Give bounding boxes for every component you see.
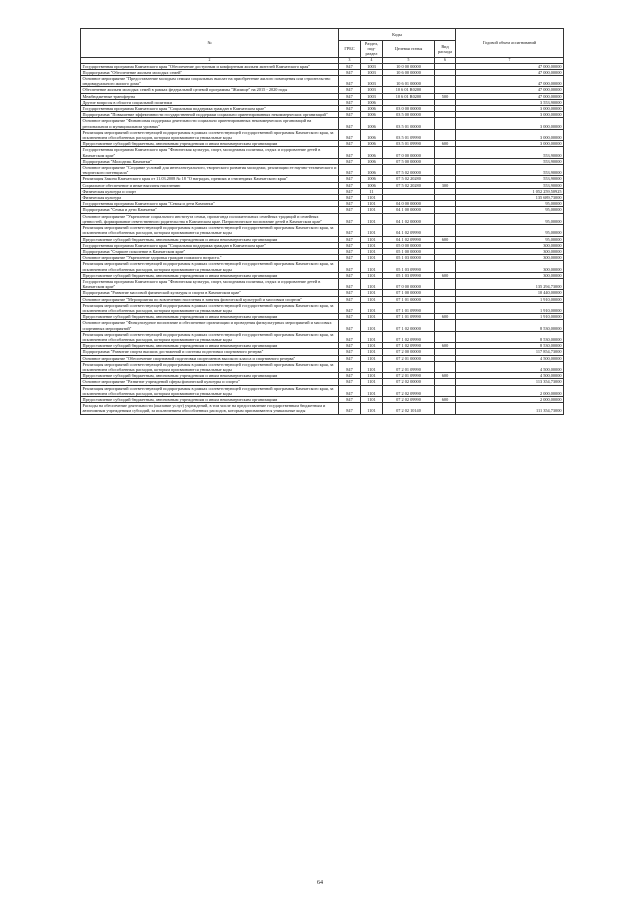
row-razdel: 1003 [361,69,383,75]
row-razdel: 1101 [361,331,383,342]
table-row [81,129,564,140]
header-codes: Коды [339,29,456,41]
row-grbs: 847 [339,355,361,361]
row-sum: 47 000,00000 [456,76,564,87]
row-sum: 553,90000 [456,147,564,158]
row-grbs: 847 [339,188,361,194]
row-celevaya: 03 5 01 09990 [383,129,435,140]
row-vid: 600 [435,236,456,242]
row-grbs: 847 [339,176,361,182]
row-razdel: 1101 [361,255,383,261]
table-body [81,63,564,414]
row-name: Физическая культура и спорт [81,188,339,194]
row-grbs: 847 [339,225,361,236]
row-celevaya: 07 0 00 00000 [383,147,435,158]
row-vid [435,278,456,289]
row-celevaya: 10 6 00 00000 [383,69,435,75]
row-name: Подпрограмма "Молодежь Камчатки" [81,158,339,164]
row-name: Предоставление субсидий бюджетным, автономным учреждениям и иным некоммерческим организациям [81,396,339,402]
row-razdel: 1101 [361,343,383,349]
row-name: Реализация мероприятий соответствующей подпрограммы в рамках соответствующей государственной программы Камчатского края, за исключением обособленных расходов, которым присваиваются уникальные коды [81,302,339,313]
row-sum: 95,00000 [456,207,564,213]
row-celevaya: 07 2 02 09990 [383,385,435,396]
row-sum: 2 000,00000 [456,385,564,396]
row-vid [435,320,456,331]
row-sum: 300,00000 [456,261,564,272]
row-razdel: 1003 [361,93,383,99]
row-razdel: 1003 [361,76,383,87]
row-razdel: 1101 [361,290,383,296]
row-razdel: 1101 [361,349,383,355]
row-grbs: 847 [339,165,361,176]
row-celevaya: 07 1 01 00000 [383,296,435,302]
row-celevaya: 07 1 00 00000 [383,290,435,296]
page-number: 64 [317,880,323,886]
row-sum: 8 530,00000 [456,331,564,342]
row-grbs: 847 [339,201,361,207]
row-name: Основное мероприятие "Предоставление молодым семьям социальных выплат на приобретение жилого помещения или строительство индивидуального жилого дома" [81,76,339,87]
row-celevaya: 07 1 02 09990 [383,343,435,349]
row-vid: 600 [435,343,456,349]
row-razdel: 1006 [361,176,383,182]
row-sum: 10 440,00000 [456,290,564,296]
table-row [81,225,564,236]
row-celevaya: 07 2 01 09990 [383,373,435,379]
row-celevaya: 07 5 02 00000 [383,165,435,176]
row-sum: 95,00000 [456,201,564,207]
header-grbs: ГРБС [339,41,361,58]
row-sum: 300,00000 [456,248,564,254]
table-row [81,147,564,158]
row-grbs: 847 [339,93,361,99]
row-name: Реализация мероприятий соответствующей подпрограммы в рамках соответствующей государственной программы Камчатского края, за исключением обособленных расходов, которым присваиваются уникальные коды [81,225,339,236]
row-razdel: 1101 [361,403,383,414]
row-razdel: 1006 [361,141,383,147]
row-grbs: 847 [339,361,361,372]
budget-table [80,28,564,415]
row-razdel: 1003 [361,63,383,69]
row-vid [435,147,456,158]
row-name: Государственная программа Камчатского края "Физическая культура, спорт, молодежная политика, отдых и оздоровление детей в Камчатском крае" [81,278,339,289]
row-grbs: 847 [339,213,361,224]
row-grbs: 847 [339,106,361,112]
header-vid: Вид расхода [435,41,456,58]
header-razdel: Раздел, под-раздел [361,41,383,58]
row-sum: 300,00000 [456,242,564,248]
row-grbs: 847 [339,320,361,331]
row-name: Государственная программа Камчатского края "Социальная поддержка граждан в Камчатском крае" [81,242,339,248]
row-razdel: 1101 [361,385,383,396]
row-grbs: 847 [339,343,361,349]
row-celevaya: 07 1 02 00000 [383,320,435,331]
row-vid [435,331,456,342]
row-celevaya: 05 1 03 09990 [383,272,435,278]
row-name: Предоставление субсидий бюджетным, автономным учреждениям и иным некоммерческим организациям [81,343,339,349]
row-sum: 553,90000 [456,182,564,188]
row-name: Основное мероприятие "Укрепление здоровья граждан пожилого возраста." [81,255,339,261]
row-grbs: 847 [339,158,361,164]
table-row [81,361,564,372]
row-name: Государственная программа Камчатского края "Социальная поддержка граждан в Камчатском крае" [81,106,339,112]
row-sum: 3 000,00000 [456,106,564,112]
header-celevaya: Целевая статья [383,41,435,58]
row-razdel: 1101 [361,242,383,248]
row-vid [435,302,456,313]
row-sum: 47 000,00000 [456,87,564,93]
row-razdel: 1006 [361,129,383,140]
table-header [81,29,564,64]
row-celevaya: 04 1 02 09990 [383,225,435,236]
row-name: Предоставление субсидий бюджетным, автономным учреждениям и иным некоммерческим организациям [81,272,339,278]
row-razdel: 1006 [361,147,383,158]
row-sum: 2 000,00000 [456,396,564,402]
table-row [81,385,564,396]
row-grbs: 847 [339,63,361,69]
row-razdel: 1101 [361,248,383,254]
row-name: Основное мероприятие "Финансовая поддержка деятельности социально ориентированных некоммерческих организаций на региональном и муниципальном уровнях" [81,118,339,129]
row-sum: 8 530,00000 [456,320,564,331]
row-grbs: 847 [339,112,361,118]
row-vid [435,165,456,176]
row-celevaya: 05 1 00 00000 [383,248,435,254]
row-name: Межбюджетные трансферты [81,93,339,99]
row-razdel: 1101 [361,296,383,302]
row-sum: 553,90000 [456,158,564,164]
row-name: Социальное обеспечение и иные выплаты населению [81,182,339,188]
row-name: Подпрограмма "Семья и дети Камчатки" [81,207,339,213]
row-celevaya: 07 2 02 00000 [383,379,435,385]
row-razdel: 1101 [361,278,383,289]
row-vid [435,76,456,87]
row-grbs: 847 [339,76,361,87]
row-name: Подпрограмма "Старшее поколение в Камчатском крае" [81,248,339,254]
row-grbs: 847 [339,99,361,105]
row-celevaya: 07 5 00 00000 [383,158,435,164]
row-name: Обеспечение жильем молодых семей в рамках федеральной целевой программы "Жилище" на 2015 - 2020 годы [81,87,339,93]
budget-document-page [80,28,563,415]
row-sum: 4 500,00000 [456,361,564,372]
row-sum: 3 553,90000 [456,99,564,105]
row-name: Государственная программа Камчатского края "Физическая культура, спорт, молодежная политика, отдых и оздоровление детей в Камчатском крае" [81,147,339,158]
row-celevaya: 04 1 02 00000 [383,213,435,224]
row-sum: 47 000,00000 [456,93,564,99]
row-razdel: 1101 [361,379,383,385]
row-name: Подпрограмма "Повышение эффективности государственной поддержки социально ориентированных некоммерческих организаций" [81,112,339,118]
row-name: Основное мероприятие "Физкультурное воспитание и обеспечение организации и проведения физкультурных мероприятий и массовых спортивных мероприятий" [81,320,339,331]
table-row [81,278,564,289]
row-name: Основное мероприятие "Развитие учреждений сферы физической культуры и спорта" [81,379,339,385]
row-sum: 553,90000 [456,165,564,176]
table-row [81,331,564,342]
row-razdel: 1101 [361,236,383,242]
row-vid: 600 [435,373,456,379]
row-name: Другие вопросы в области социальной политики [81,99,339,105]
row-name: Основное мероприятие "Укрепление социального института семьи, пропаганда положительных семейных традиций и семейных ценностей, формирование ответственного родительства в Камчатском крае. Патриотическое воспитание детей в Камчатском крае" [81,213,339,224]
row-sum: 47 000,00000 [456,63,564,69]
row-celevaya: 07 0 00 00000 [383,278,435,289]
row-celevaya: 05 1 03 09990 [383,261,435,272]
row-vid: 600 [435,396,456,402]
row-celevaya: 07 2 01 09990 [383,361,435,372]
row-name: Расходы на обеспечение деятельности (оказание услуг) учреждений, в том числе на предоставление государственным бюджетным и автономным учреждениям субсидий, за исключением обособленных расходов, которым присваиваются уникальные коды [81,403,339,414]
row-sum: 95,00000 [456,236,564,242]
table-row [81,261,564,272]
row-celevaya: 07 5 02 20280 [383,176,435,182]
row-celevaya: 07 1 01 09990 [383,302,435,313]
row-sum: 3 000,00000 [456,141,564,147]
table-row [81,165,564,176]
row-razdel: 1006 [361,112,383,118]
row-razdel: 1101 [361,314,383,320]
row-sum: 4 500,00000 [456,373,564,379]
row-name: Реализация мероприятий соответствующей подпрограммы в рамках соответствующей государственной программы Камчатского края, за исключением обособленных расходов, которым присваиваются уникальные коды [81,261,339,272]
row-razdel: 1101 [361,361,383,372]
col-number: 4 [361,57,383,63]
row-grbs: 847 [339,182,361,188]
row-name: Реализация мероприятий соответствующей подпрограммы в рамках соответствующей государственной программы Камчатского края, за исключением обособленных расходов, которым присваиваются уникальные коды [81,361,339,372]
row-grbs: 847 [339,272,361,278]
row-sum: 117 854,73000 [456,349,564,355]
row-celevaya: 10 6 01 R0200 [383,87,435,93]
row-razdel: 1101 [361,355,383,361]
row-razdel: 1006 [361,118,383,129]
row-sum: 1 910,00000 [456,302,564,313]
row-razdel: 1101 [361,396,383,402]
row-sum: 8 530,00000 [456,343,564,349]
row-sum: 1 910,00000 [456,314,564,320]
row-celevaya: 07 2 02 09990 [383,396,435,402]
row-vid: 500 [435,93,456,99]
row-celevaya: 07 5 02 20280 [383,182,435,188]
row-sum: 95,00000 [456,213,564,224]
row-grbs: 847 [339,147,361,158]
row-razdel: 1101 [361,201,383,207]
row-name: Реализация мероприятий соответствующей подпрограммы в рамках соответствующей государственной программы Камчатского края, за исключением обособленных расходов, которым присваиваются уникальные коды [81,129,339,140]
row-celevaya: 07 2 02 10140 [383,403,435,414]
col-number: 7 [456,57,564,63]
row-name: Подпрограмма "Развитие спорта высших достижений и системы подготовки спортивного резерва" [81,349,339,355]
row-sum: 4 500,00000 [456,355,564,361]
row-sum: 1 910,00000 [456,296,564,302]
row-name: Физическая культура [81,195,339,201]
table-row [81,302,564,313]
row-razdel: 1101 [361,225,383,236]
row-celevaya: 04 1 02 09990 [383,236,435,242]
row-celevaya: 10 0 00 00000 [383,63,435,69]
row-vid [435,361,456,372]
row-grbs: 847 [339,129,361,140]
row-razdel: 1006 [361,165,383,176]
row-name: Предоставление субсидий бюджетным, автономным учреждениям и иным некоммерческим организациям [81,236,339,242]
row-name: Подпрограмма "Развитие массовой физической культуры и спорта в Камчатском крае" [81,290,339,296]
row-grbs: 847 [339,69,361,75]
row-razdel: 1101 [361,373,383,379]
row-name: Государственная программа Камчатского края "Обеспечение доступным и комфортным жильем жителей Камчатского края" [81,63,339,69]
row-vid: 300 [435,182,456,188]
col-number: 2 [81,57,339,63]
row-celevaya: 10 6 01 00000 [383,76,435,87]
row-vid [435,213,456,224]
row-name: Основное мероприятие "Создание условий для интеллектуального, творческого развития молодежи, реализации ее научно-технического и творческого потенциала" [81,165,339,176]
header-num: № [81,29,339,58]
row-sum: 95,00000 [456,225,564,236]
row-grbs: 847 [339,373,361,379]
row-grbs: 847 [339,403,361,414]
row-grbs: 847 [339,261,361,272]
row-name: Предоставление субсидий бюджетным, автономным учреждениям и иным некоммерческим организациям [81,373,339,379]
row-grbs: 847 [339,290,361,296]
row-celevaya: 07 1 01 09990 [383,314,435,320]
row-celevaya: 10 6 01 R0200 [383,93,435,99]
row-razdel: 1101 [361,213,383,224]
row-sum: 3 000,00000 [456,112,564,118]
header-sum: Годовой объем ассигнований [456,29,564,58]
table-row [81,320,564,331]
row-grbs: 847 [339,118,361,129]
row-name: Основное мероприятие "Мероприятия по вовлечению населения в занятия физической культурой и массовым спортом" [81,296,339,302]
col-number: 3 [339,57,361,63]
row-name: Реализация мероприятий соответствующей подпрограммы в рамках соответствующей государственной программы Камчатского края, за исключением обособленных расходов, которым присваиваются уникальные коды [81,331,339,342]
row-vid [435,225,456,236]
row-grbs: 847 [339,278,361,289]
row-razdel: 1101 [361,272,383,278]
row-celevaya: 05 1 03 00000 [383,255,435,261]
row-vid: 600 [435,272,456,278]
row-grbs: 847 [339,195,361,201]
row-grbs: 847 [339,296,361,302]
row-razdel: 1006 [361,182,383,188]
row-grbs: 847 [339,87,361,93]
row-name: Реализация Закона Камчатского края от 11.03.2008 № 18 "О наградах, премиях и стипендиях Камчатского края" [81,176,339,182]
row-vid [435,385,456,396]
row-grbs: 847 [339,331,361,342]
row-sum: 553,90000 [456,176,564,182]
row-celevaya: 03 5 00 00000 [383,112,435,118]
row-name: Предоставление субсидий бюджетным, автономным учреждениям и иным некоммерческим организациям [81,314,339,320]
row-vid [435,129,456,140]
row-grbs: 847 [339,396,361,402]
row-sum: 113 354,73000 [456,379,564,385]
row-celevaya: 03 5 01 00000 [383,118,435,129]
row-sum: 3 000,00000 [456,118,564,129]
row-grbs: 847 [339,349,361,355]
row-grbs: 847 [339,242,361,248]
row-celevaya: 04 1 00 00000 [383,207,435,213]
row-grbs: 847 [339,248,361,254]
row-razdel: 1101 [361,261,383,272]
row-name: Подпрограмма "Обеспечение жильем молодых семей" [81,69,339,75]
row-celevaya: 07 1 02 09990 [383,331,435,342]
row-grbs: 847 [339,302,361,313]
row-vid: 600 [435,141,456,147]
table-row [81,213,564,224]
row-name: Государственная программа Камчатского края "Семья и дети Камчатки" [81,201,339,207]
row-sum: 300,00000 [456,272,564,278]
row-celevaya: 04 0 00 00000 [383,201,435,207]
row-vid [435,261,456,272]
row-celevaya: 03 0 00 00000 [383,106,435,112]
row-razdel: 1003 [361,87,383,93]
row-name: Предоставление субсидий бюджетным, автономным учреждениям и иным некоммерческим организациям [81,141,339,147]
row-sum: 135 689,73000 [456,195,564,201]
row-vid: 600 [435,314,456,320]
row-sum: 111 354,73000 [456,403,564,414]
row-celevaya: 07 2 01 00000 [383,355,435,361]
row-sum: 3 000,00000 [456,129,564,140]
row-grbs: 847 [339,141,361,147]
row-razdel: 1101 [361,302,383,313]
row-vid [435,403,456,414]
row-grbs: 847 [339,255,361,261]
row-sum: 135 294,73000 [456,278,564,289]
row-sum: 47 000,00000 [456,69,564,75]
row-grbs: 847 [339,379,361,385]
row-vid [435,118,456,129]
row-razdel: 1006 [361,99,383,105]
table-row [81,403,564,414]
row-razdel: 1101 [361,195,383,201]
row-razdel: 1101 [361,207,383,213]
row-grbs: 847 [339,385,361,396]
col-number: 6 [435,57,456,63]
row-celevaya: 03 5 01 09990 [383,141,435,147]
row-celevaya: 07 2 00 00000 [383,349,435,355]
row-name: Реализация мероприятий соответствующей подпрограммы в рамках соответствующей государственной программы Камчатского края, за исключением обособленных расходов, которым присваиваются уникальные коды [81,385,339,396]
row-sum: 1 052 259,50925 [456,188,564,194]
table-row [81,76,564,87]
row-grbs: 847 [339,207,361,213]
table-row [81,118,564,129]
row-razdel: 1006 [361,158,383,164]
row-razdel: 1101 [361,320,383,331]
row-grbs: 847 [339,314,361,320]
row-celevaya: 05 0 00 00000 [383,242,435,248]
row-razdel: 11 [361,188,383,194]
row-name: Основное мероприятие "Обеспечение спортивной подготовки спортсменов высокого класса и спортивного резерва" [81,355,339,361]
col-number: 5 [383,57,435,63]
row-sum: 300,00000 [456,255,564,261]
row-razdel: 1006 [361,106,383,112]
row-grbs: 847 [339,236,361,242]
